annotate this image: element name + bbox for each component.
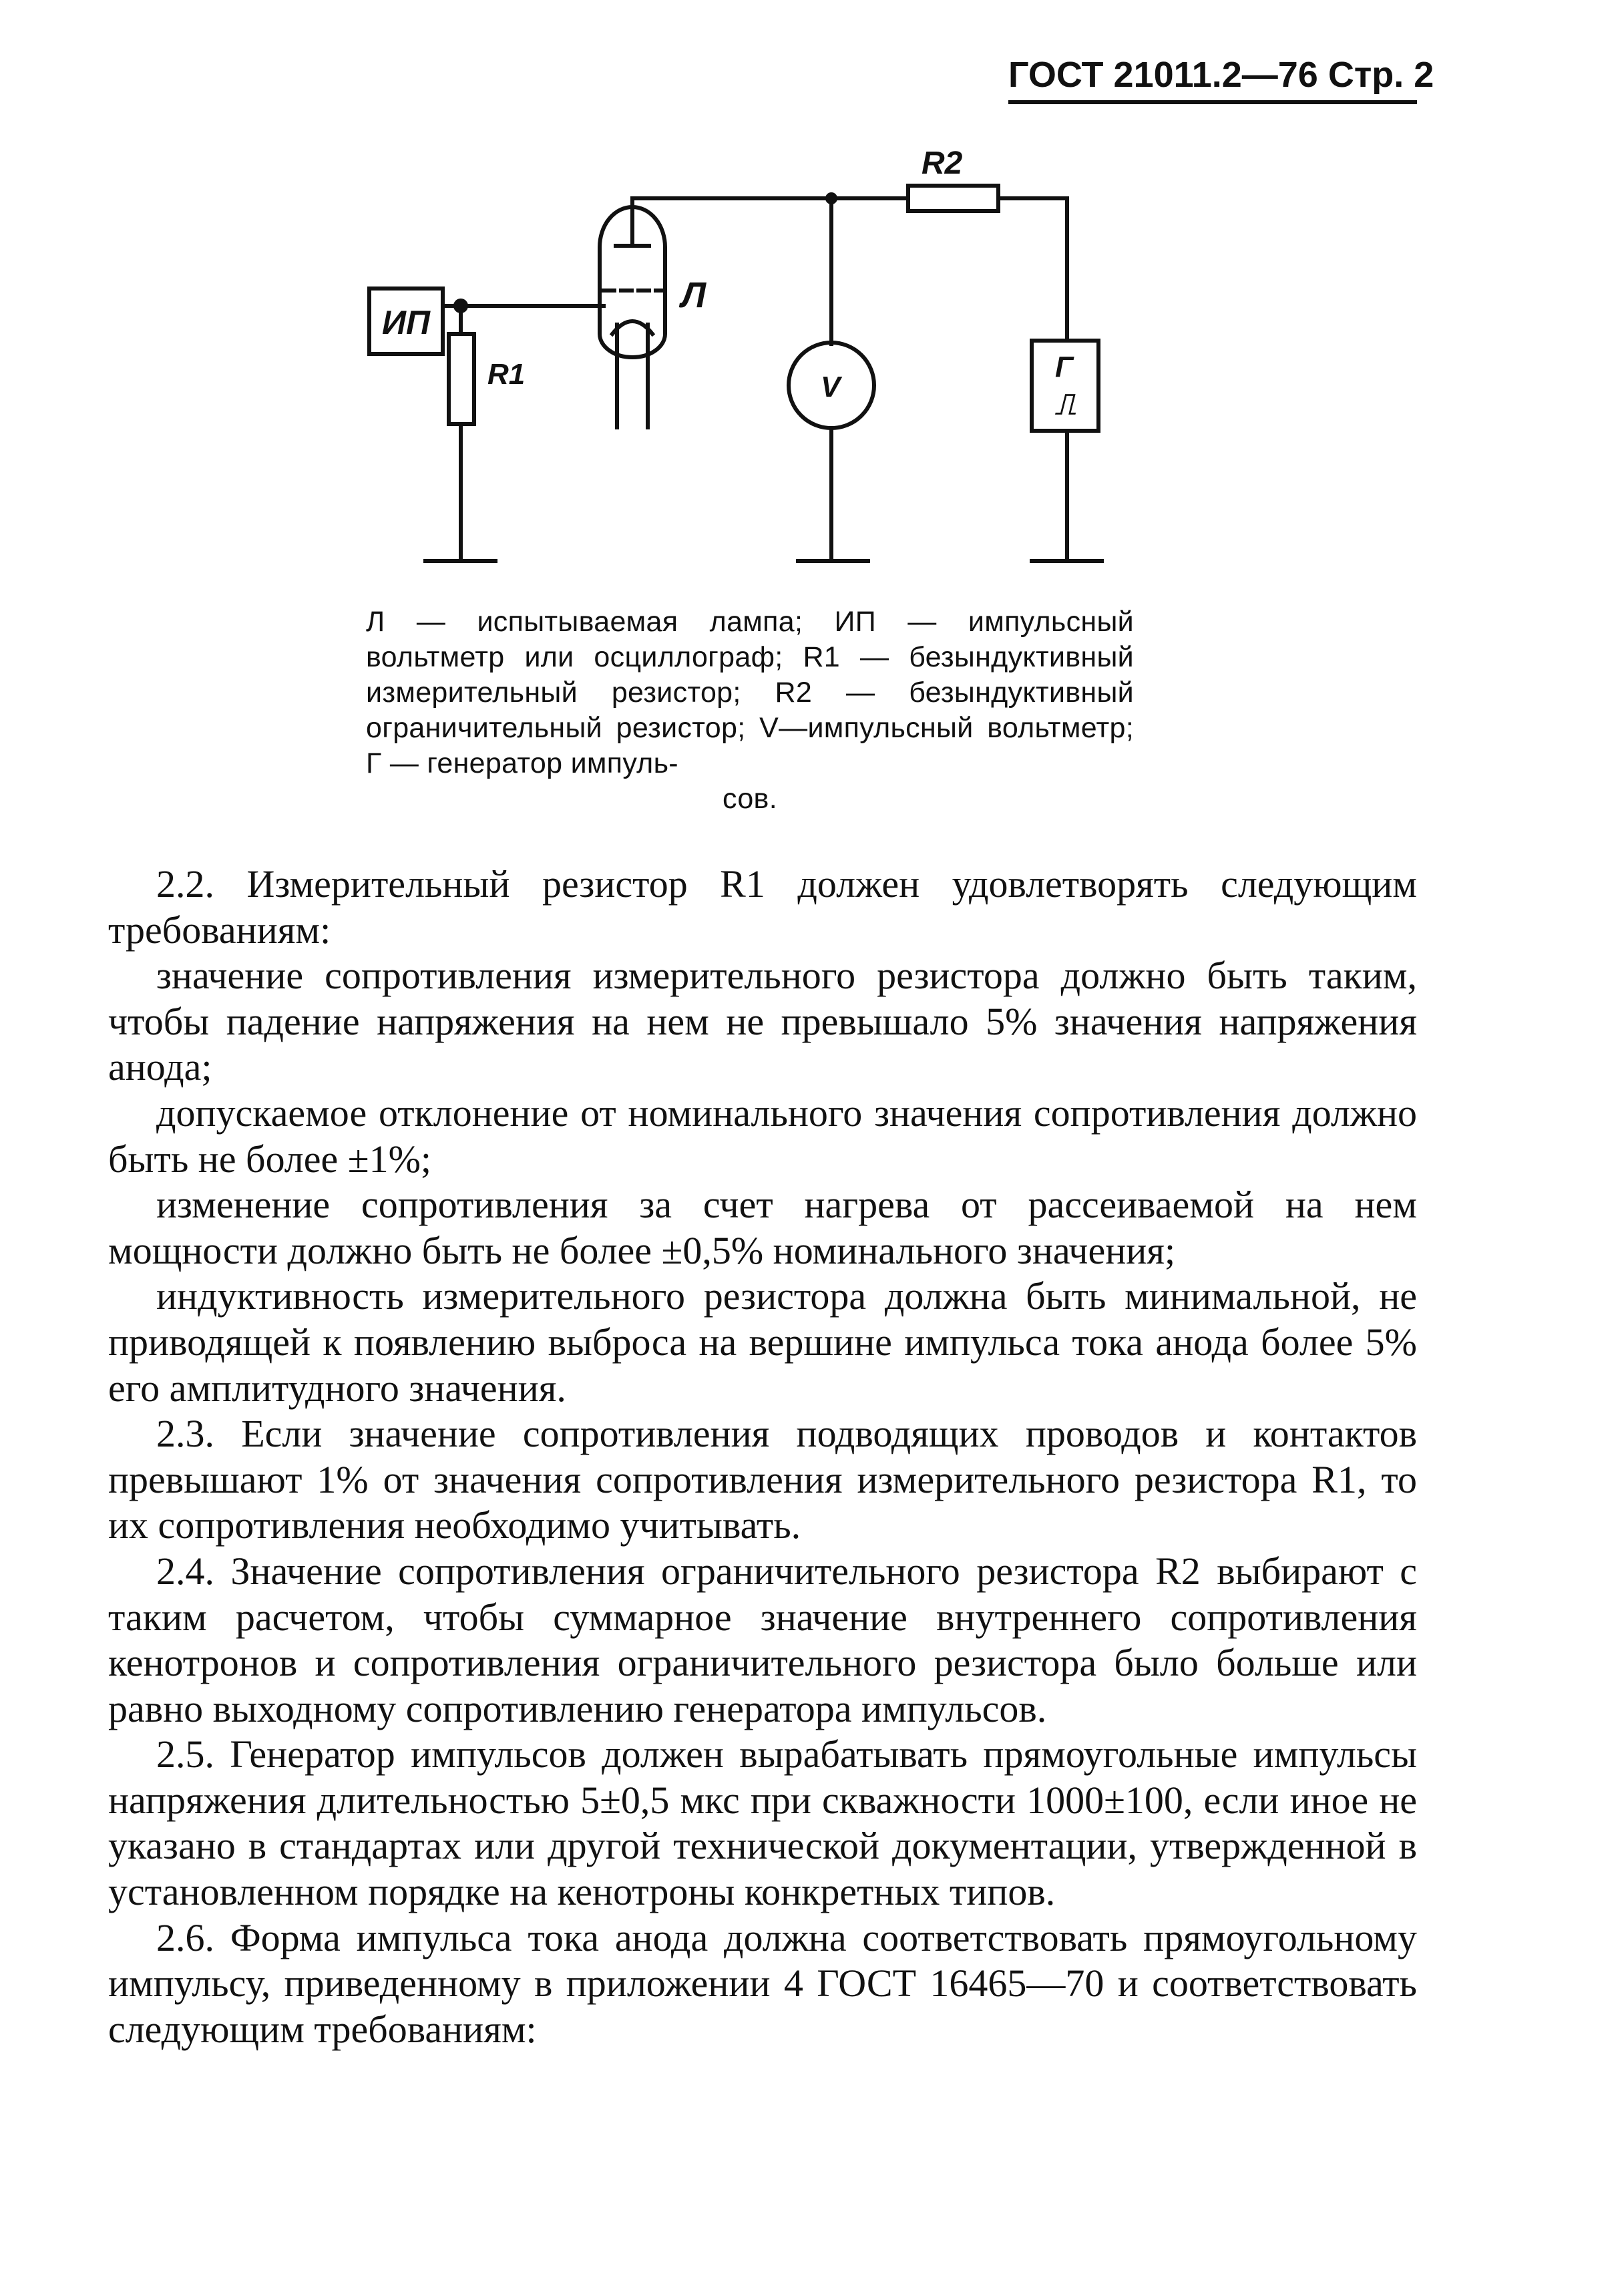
paragraph-2-2-req1: значение сопротивления измерительного резистора должно быть таким, чтобы падение напряжения на нем не превышало 5% значения напряжения анода; xyxy=(108,954,1417,1089)
label-r2: R2 xyxy=(922,146,963,181)
paragraph-2-6: 2.6. Форма импульса тока анода должна соответствовать прямоугольному импульсу, приведенному в приложении 4 ГОСТ 16465—70 и соответствовать следующим требованиям: xyxy=(108,1915,1417,2051)
label-generator-pulse-icon: ⎍ xyxy=(1055,388,1076,421)
circuit-schematic xyxy=(334,134,1202,588)
figure-caption xyxy=(366,604,1134,817)
paragraph-2-4: 2.4. Значение сопротивления ограничительного резистора R2 выбирают с таким расчетом, чтобы суммарное значение внутреннего сопротивления кенотронов и сопротивления ограничительного резистора было больше или равно выходному сопротивлению генератора импульсов. xyxy=(108,1549,1417,1730)
paragraph-2-2-req3: изменение сопротивления за счет нагрева от рассеиваемой на нем мощности должно быть не более ±0,5% номинального значения; xyxy=(108,1183,1417,1272)
paragraph-2-2-req2: допускаемое отклонение от номинального значения сопротивления должно быть не более ±1%; xyxy=(108,1091,1417,1181)
page-header: ГОСТ 21011.2—76 Стр. 2 xyxy=(1008,55,1434,95)
wire-top-left xyxy=(632,198,908,207)
paragraph-2-2: 2.2. Измерительный резистор R1 должен удовлетворять следующим требованиям: xyxy=(108,862,1417,952)
resistor-r1 xyxy=(449,334,474,424)
paragraph-2-2-req4: индуктивность измерительного резистора должна быть минимальной, не приводящей к появлению выброса на вершине импульса тока анода более 5% его амплитудного значения. xyxy=(108,1274,1417,1410)
paragraph-2-5: 2.5. Генератор импульсов должен вырабатывать прямоугольные импульсы напряжения длительностью 5±0,5 мкс при скважности 1000±100, если иное не указано в стандартах или другой технической документации, утвержденной в установленном порядке на кенотроны конкретных типов. xyxy=(108,1732,1417,1914)
label-pulse-source: ИП xyxy=(382,304,430,341)
node-top xyxy=(825,192,837,204)
lamp-cathode-legs xyxy=(617,325,648,427)
paragraph-2-3: 2.3. Если значение сопротивления подводящих проводов и контактов превышают 1% от значения сопротивления измерительного резистора R1, то их сопротивления необходимо учитывать. xyxy=(108,1412,1417,1547)
caption-text: Л — испытываемая лампа; ИП — импульсный вольтметр или осциллограф; R1 — безындуктивный измерительный резистор; R2 — безындуктивный ограничительный резистор; V—импульсный вольтметр; Г — генератор импуль- xyxy=(366,606,1134,779)
body-text xyxy=(108,862,1417,2052)
label-generator: Г xyxy=(1055,351,1074,383)
label-lamp: Л xyxy=(681,275,706,315)
header-rule xyxy=(1008,100,1417,104)
label-r1: R1 xyxy=(487,358,526,391)
caption-tail: сов. xyxy=(723,783,777,815)
resistor-r2 xyxy=(908,186,998,211)
label-voltmeter: V xyxy=(821,371,841,403)
wire-top-right xyxy=(998,198,1067,341)
